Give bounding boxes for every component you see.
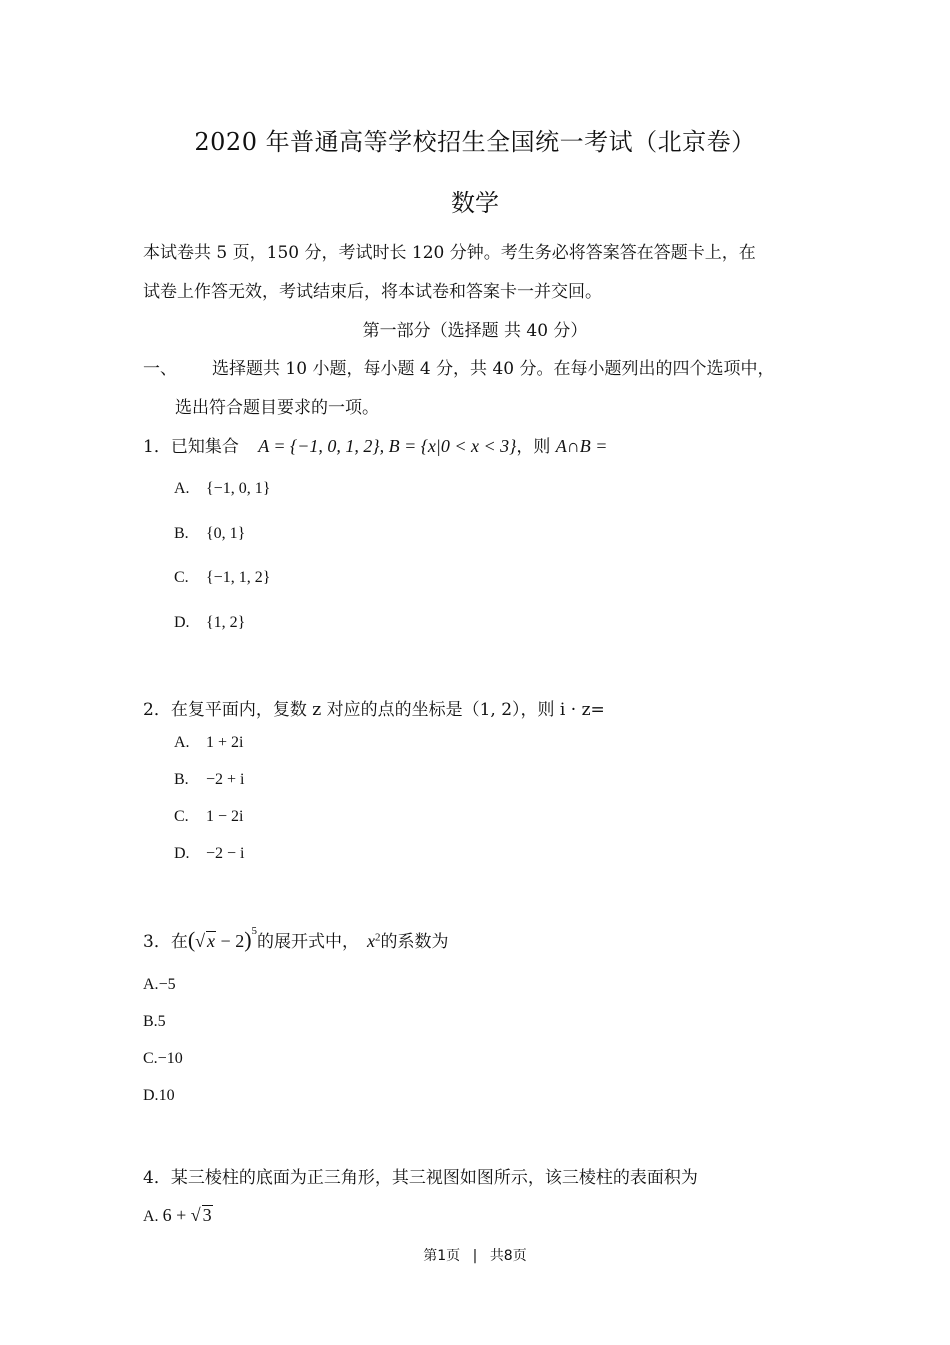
intro-line-1: 本试卷共 5 页，150 分，考试时长 120 分钟。考生务必将答案答在答题卡上，在 [143,243,756,263]
q3-option-b [143,1013,166,1031]
q3-option-d [143,1087,175,1105]
option-radicand: 3 [202,1205,212,1225]
q3-paren-open: ( [187,927,196,952]
option-label: A. [174,480,190,497]
option-text: 10 [158,1087,175,1104]
intro-line-2: 试卷上作答无效，考试结束后，将本试卷和答案卡一并交回。 [143,282,602,302]
option-text: {0, 1} [206,525,246,542]
q3-paren-close: ) [244,927,252,952]
q2-number: 2． [143,700,171,720]
q3-sqrt-sign: √ [195,931,206,951]
q3-var: x [367,931,376,951]
q1-option-d [174,614,245,632]
option-label: A. [143,1208,159,1225]
page-footer [0,1245,950,1265]
page-title: 2020 年普通高等学校招生全国统一考试（北京卷） [194,128,756,156]
subject-heading: 数学 [451,189,499,217]
question-4 [143,1163,698,1188]
option-text: {−1, 0, 1} [206,480,271,497]
q3-radicand: x [207,931,216,951]
q1-formula: A = {−1, 0, 1, 2}, B = {x|0 < x < 3} [258,436,517,456]
option-label: C. [174,569,189,586]
q3-option-a [143,976,176,994]
q2-stem: 在复平面内，复数 z 对应的点的坐标是（1, 2），则 i · z= [170,700,605,720]
part-one-number: 一、 [143,359,177,379]
q3-stem-post: 的系数为 [380,932,449,952]
q4-number: 4． [143,1168,171,1188]
option-text: −5 [158,976,176,993]
question-1 [143,432,607,457]
option-text: −10 [157,1050,183,1067]
part-one-line-2: 选出符合题目要求的一项。 [175,398,379,418]
option-text: 6 + [162,1205,191,1225]
option-label: D. [174,845,190,862]
q1-tail: ，则 [516,437,551,457]
sqrt-sign: √ [190,1205,201,1225]
question-3 [143,927,449,953]
option-label: B. [143,1013,158,1030]
option-label: B. [174,525,189,542]
q3-stem-pre: 在 [170,932,188,952]
q1-option-b [174,525,245,543]
footer-separator: | [472,1248,478,1264]
option-text: −2 − i [206,845,245,862]
option-label: D. [174,614,190,631]
option-text: 5 [157,1013,166,1030]
q3-var-exp: 2 [375,931,381,944]
option-text: 1 + 2i [206,734,244,751]
q3-option-c [143,1050,183,1068]
option-label: A. [174,734,190,751]
q2-option-a [174,734,243,752]
option-label: A. [143,976,159,993]
q3-exponent: 5 [251,925,258,938]
q1-option-a [174,480,270,498]
section-heading: 第一部分（选择题 共 40 分） [362,321,588,341]
footer-total: 共8页 [489,1248,527,1264]
option-label: B. [174,771,189,788]
part-one-line-1: 选择题共 10 小题，每小题 4 分，共 40 分。在每小题列出的四个选项中， [212,359,775,379]
q2-option-d [174,845,245,863]
q3-minus-two: − 2 [216,931,245,951]
footer-page: 第1页 [423,1248,461,1264]
option-text: 1 − 2i [206,808,244,825]
q1-number: 1． [143,437,171,457]
q3-number: 3． [143,932,171,952]
option-text: −2 + i [206,771,245,788]
q4-stem: 某三棱柱的底面为正三角形，其三视图如图所示，该三棱柱的表面积为 [170,1168,698,1188]
option-text: {1, 2} [206,614,246,631]
question-2 [143,695,605,720]
option-label: C. [174,808,189,825]
q1-result: A∩B = [555,436,608,456]
q2-option-b [174,771,245,789]
q2-option-c [174,808,243,826]
q1-stem: 已知集合 [170,437,239,457]
option-text: {−1, 1, 2} [206,569,271,586]
option-label: D. [143,1087,159,1104]
q3-stem-mid: 的展开式中， [257,932,360,952]
q1-option-c [174,569,270,587]
q4-option-a [143,1205,213,1226]
option-label: C. [143,1050,158,1067]
